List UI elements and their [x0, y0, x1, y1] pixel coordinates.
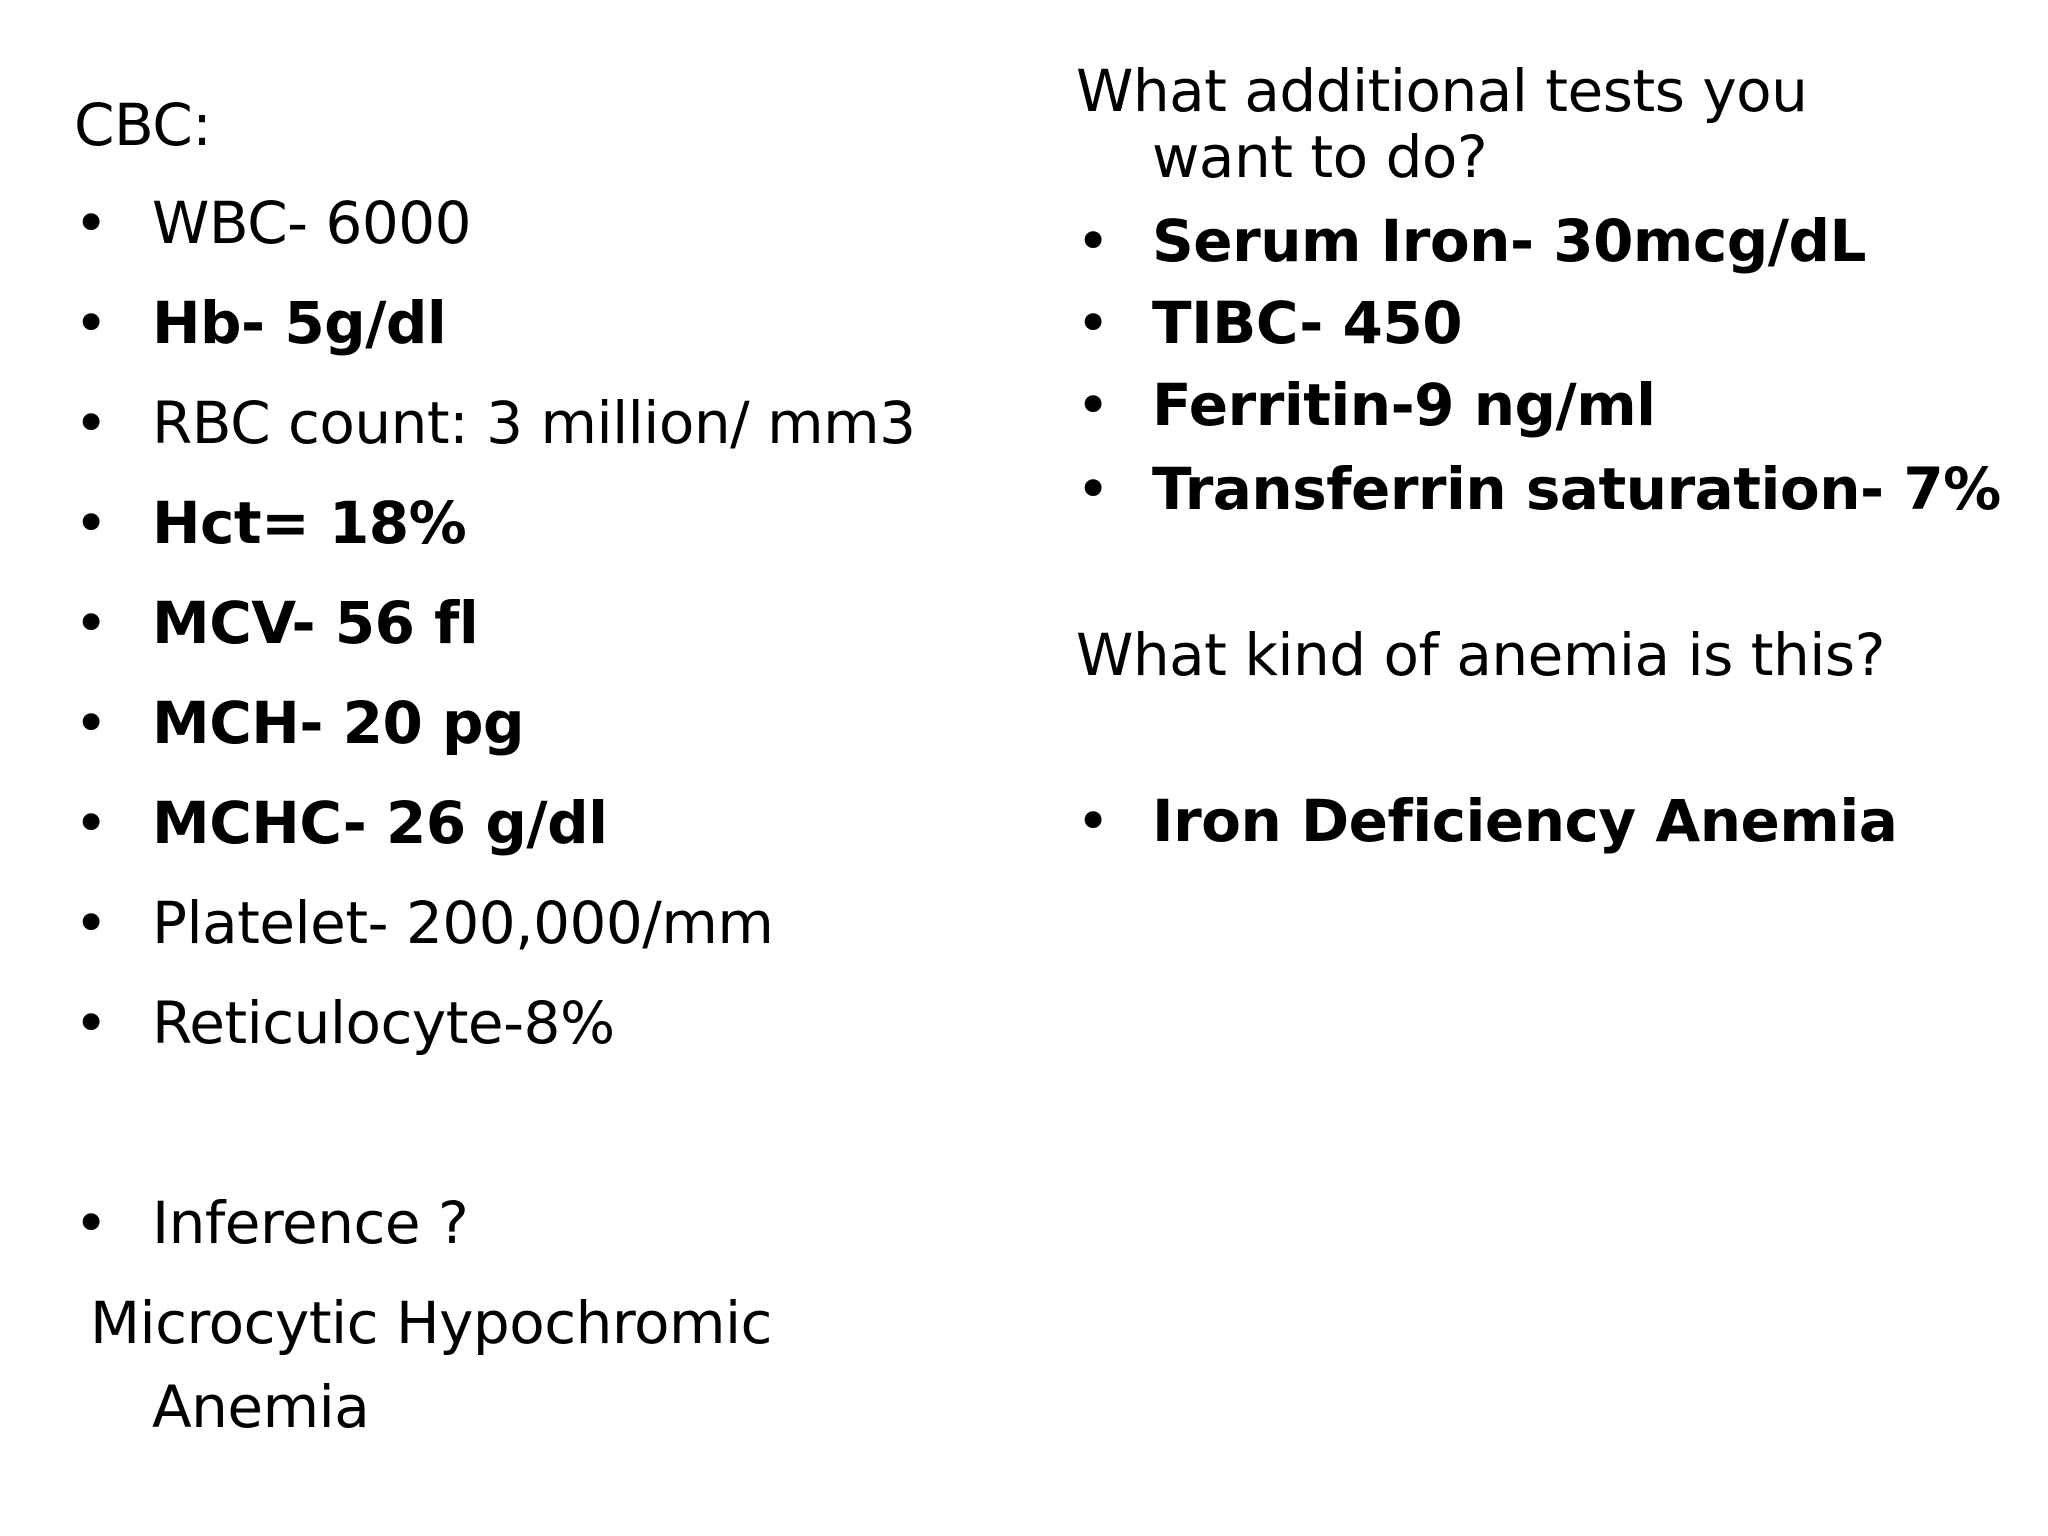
mchc-item: MCHC- 26 g/dl [152, 789, 608, 857]
inference-answer-line2: Anemia [152, 1373, 370, 1441]
bullet: • [74, 989, 109, 1057]
hct-item: Hct= 18% [152, 489, 467, 557]
mch-item: MCH- 20 pg [152, 689, 525, 757]
anemia-answer: Iron Deficiency Anemia [1152, 787, 1898, 855]
bullet: • [1076, 207, 1111, 275]
bullet: • [1076, 289, 1111, 357]
inference-answer-line1: Microcytic Hypochromic [90, 1289, 772, 1357]
cbc-heading: CBC: [74, 91, 212, 159]
serum-iron-item: Serum Iron- 30mcg/dL [1152, 207, 1866, 275]
wbc-item: WBC- 6000 [152, 189, 472, 257]
bullet: • [74, 689, 109, 757]
bullet: • [74, 589, 109, 657]
bullet: • [74, 1189, 109, 1257]
bullet: • [1076, 787, 1111, 855]
inference-label: Inference ? [152, 1189, 469, 1257]
bullet: • [74, 389, 109, 457]
anemia-kind-question: What kind of anemia is this? [1076, 621, 1885, 689]
bullet: • [74, 289, 109, 357]
bullet: • [74, 789, 109, 857]
bullet: • [74, 489, 109, 557]
additional-tests-question-line1: What additional tests you [1076, 57, 1808, 125]
mcv-item: MCV- 56 fl [152, 589, 479, 657]
rbc-count-item: RBC count: 3 million/ mm3 [152, 389, 916, 457]
bullet: • [1076, 371, 1111, 439]
bullet: • [74, 889, 109, 957]
ferritin-item: Ferritin-9 ng/ml [1152, 371, 1656, 439]
bullet: • [74, 189, 109, 257]
hb-item: Hb- 5g/dl [152, 289, 447, 357]
additional-tests-question-line2: want to do? [1152, 123, 1488, 191]
transferrin-saturation-item: Transferrin saturation- 7% [1152, 455, 2001, 523]
bullet: • [1076, 455, 1111, 523]
reticulocyte-item: Reticulocyte-8% [152, 989, 615, 1057]
tibc-item: TIBC- 450 [1152, 289, 1463, 357]
platelet-item: Platelet- 200,000/mm [152, 889, 774, 957]
